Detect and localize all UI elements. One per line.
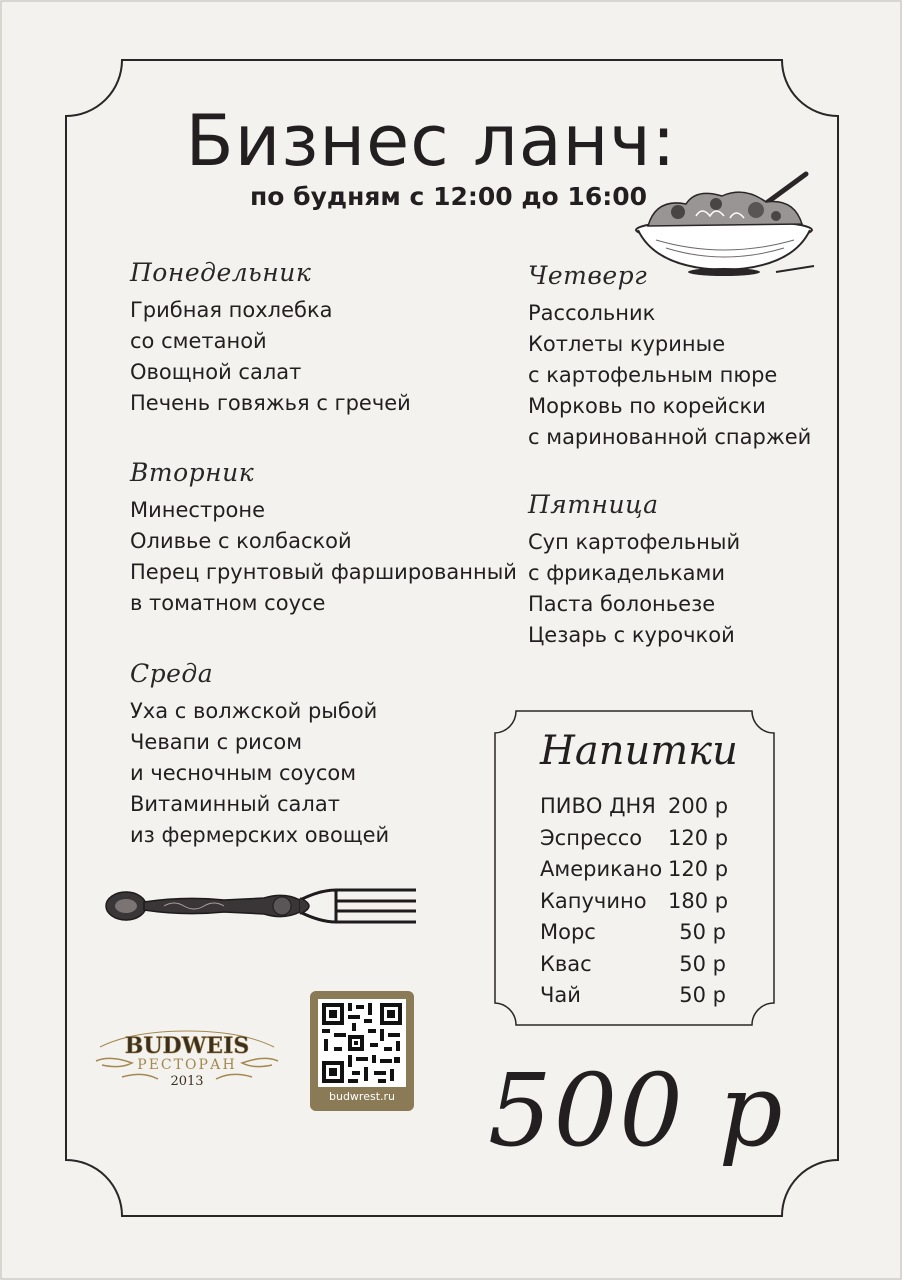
budweis-logo	[92, 1025, 282, 1089]
dish: Морковь по корейски	[528, 394, 766, 418]
svg-text:BUDWEIS: BUDWEIS	[124, 1033, 250, 1059]
drink-name: Эспрессо	[540, 825, 643, 850]
dish: из фермерских овощей	[130, 823, 390, 847]
day-name-wednesday: Среда	[130, 659, 214, 688]
drinks-title: Напитки	[540, 728, 738, 774]
dish: Суп картофельный	[528, 530, 741, 554]
page-subtitle: по будням с 12:00 до 16:00	[250, 182, 648, 211]
drink-name: Квас	[540, 951, 592, 976]
dish: Грибная похлебка	[130, 298, 333, 322]
drinks-list	[540, 791, 740, 1012]
day-wednesday	[130, 659, 389, 851]
drink-row	[540, 854, 740, 886]
drink-row	[540, 886, 740, 918]
drink-price: 200 р	[668, 794, 729, 818]
dish: Витаминный салат	[130, 792, 340, 816]
dish: в томатном соусе	[130, 591, 326, 615]
drink-price: 180 р	[668, 888, 729, 913]
day-name-tuesday: Вторник	[130, 458, 255, 487]
dish: и чесночным соусом	[130, 761, 357, 785]
dish: Овощной салат	[130, 360, 302, 384]
drink-name: ПИВО ДНЯ	[540, 794, 656, 818]
drink-row	[540, 791, 740, 823]
drink-row	[540, 980, 740, 1012]
drink-name: Американо	[540, 857, 663, 881]
qr-card[interactable]	[310, 991, 414, 1111]
drink-name: Капучино	[540, 888, 647, 913]
svg-text:2013: 2013	[170, 1074, 204, 1089]
dish: Минестроне	[130, 498, 266, 522]
dish: Оливье с колбаской	[130, 529, 352, 553]
dish: Цезарь с курочкой	[528, 623, 735, 647]
drink-price: 50 р	[679, 951, 726, 976]
lunch-price: 500 р	[488, 1052, 785, 1169]
svg-text:РЕСТОРАН: РЕСТОРАН	[137, 1057, 237, 1073]
dish: Котлеты куриные	[528, 332, 726, 356]
drink-price: 120 р	[668, 825, 729, 850]
drink-name: Чай	[540, 983, 581, 1007]
fork-icon	[104, 880, 420, 932]
day-tuesday	[130, 458, 517, 619]
drink-price: 120 р	[668, 857, 729, 881]
dish: с маринованной спаржей	[528, 425, 812, 449]
dish: Рассольник	[528, 301, 656, 325]
day-friday	[528, 490, 740, 651]
day-monday	[130, 258, 411, 419]
qr-pattern	[318, 999, 406, 1087]
drink-price: 50 р	[679, 920, 726, 944]
dish: Печень говяжья с гречей	[130, 391, 411, 415]
drink-row	[540, 823, 740, 855]
day-name-friday: Пятница	[528, 490, 659, 519]
drink-price: 50 р	[679, 983, 726, 1007]
day-thursday	[528, 261, 811, 453]
qr-url[interactable]: budwrest.ru	[328, 1090, 396, 1103]
dish: с фрикадельками	[528, 561, 725, 585]
qr-code[interactable]	[318, 999, 406, 1087]
dish: Чевапи с рисом	[130, 730, 303, 754]
day-name-thursday: Четверг	[528, 261, 648, 290]
dish: со сметаной	[130, 329, 267, 353]
day-name-monday: Понедельник	[130, 258, 312, 287]
dish: Уха с волжской рыбой	[130, 699, 378, 723]
dish: с картофельным пюре	[528, 363, 778, 387]
drink-row	[540, 917, 740, 949]
dish: Паста болоньезе	[528, 592, 716, 616]
drink-row	[540, 949, 740, 981]
dish: Перец грунтовый фаршированный	[130, 560, 517, 584]
page-title: Бизнес ланч:	[185, 100, 677, 182]
drink-name: Морс	[540, 920, 596, 944]
